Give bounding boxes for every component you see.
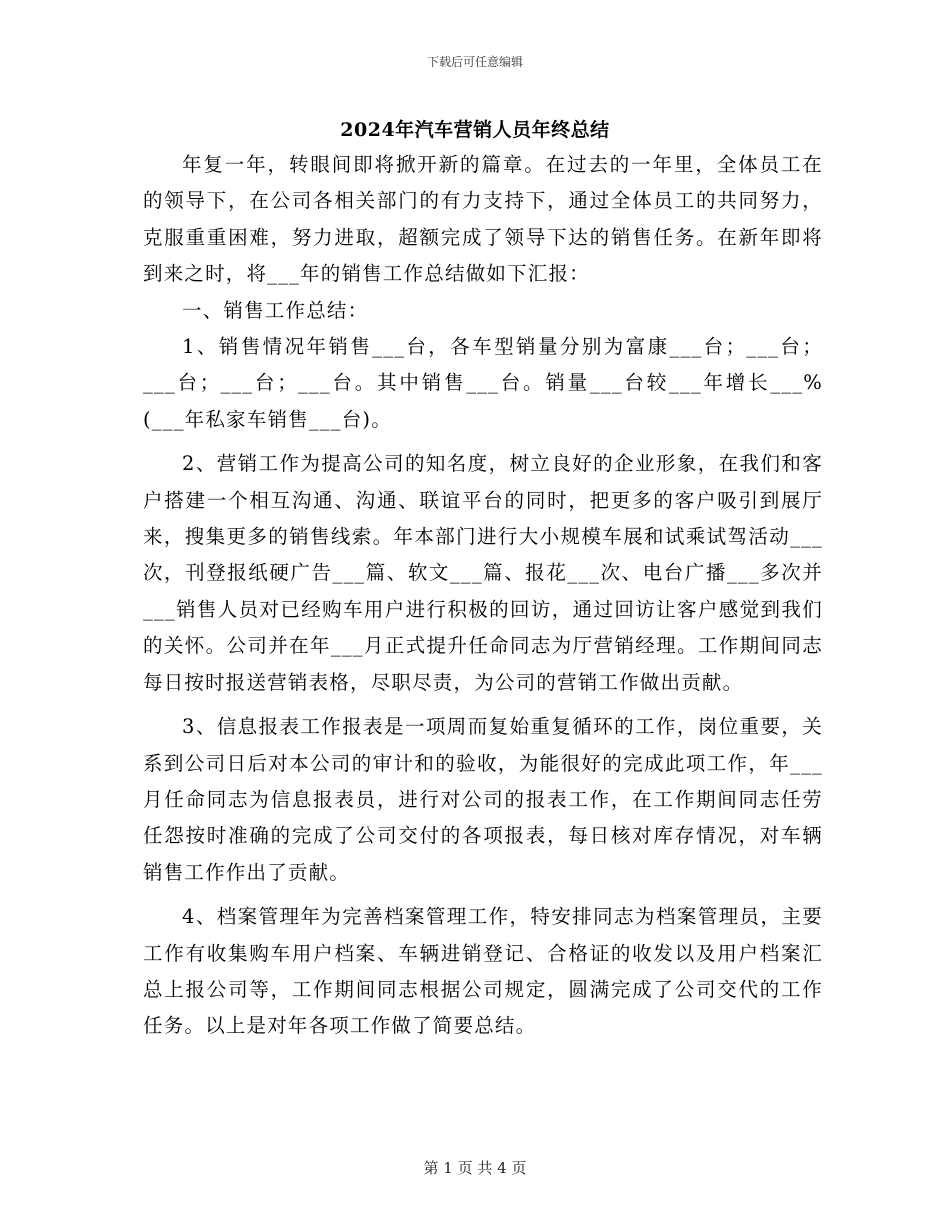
page-header-note: 下载后可任意编辑	[426, 55, 523, 69]
page-number: 第 1 页 共 4 页	[423, 1159, 527, 1177]
archive-paragraph: 4、档案管理年为完善档案管理工作，特安排同志为档案管理员，主要工作有收集购车用户档案、车辆进销登记、合格证的收发以及用户档案汇总上报公司等，工作期间同志根据公司规定，圆满完成了公司交代的工作任务。以上是对年各项工作做了简要总结。	[143, 905, 823, 1038]
intro-paragraph: 年复一年，转眼间即将掀开新的篇章。在过去的一年里，全体员工在的领导下，在公司各相关部门的有力支持下，通过全体员工的共同努力，克服重重困难，努力进取，超额完成了领导下达的销售任务。在新年即将到来之时，将___年的销售工作总结做如下汇报：	[143, 153, 823, 286]
document-title: 2024年汽车营销人员年终总结	[340, 119, 610, 141]
sales-paragraph: 1、销售情况年销售___台，各车型销量分别为富康___台；___台；___台；___台；___台。其中销售___台。销量___台较___年增长___%(___年私家车销售___台)。	[143, 335, 823, 431]
document-body	[143, 147, 823, 1045]
reporting-paragraph: 3、信息报表工作报表是一项周而复始重复循环的工作，岗位重要，关系到公司日后对本公司的审计和的验收，为能很好的完成此项工作，年___月任命同志为信息报表员，进行对公司的报表工作，在工作期间同志任劳任怨按时准确的完成了公司交付的各项报表，每日核对库存情况，对车辆销售工作作出了贡献。	[143, 715, 823, 884]
section-heading: 一、销售工作总结：	[182, 298, 369, 322]
marketing-paragraph: 2、营销工作为提高公司的知名度，树立良好的企业形象，在我们和客户搭建一个相互沟通、沟通、联谊平台的同时，把更多的客户吸引到展厅来，搜集更多的销售线索。年本部门进行大小规模车展和试乘试驾活动___次，刊登报纸硬广告___篇、软文___篇、报花___次、电台广播___多次并___销售人员对已经购车用户进行积极的回访，通过回访让客户感觉到我们的关怀。公司并在年___月正式提升任命同志为厅营销经理。工作期间同志每日按时报送营销表格，尽职尽责，为公司的营销工作做出贡献。	[143, 452, 823, 694]
